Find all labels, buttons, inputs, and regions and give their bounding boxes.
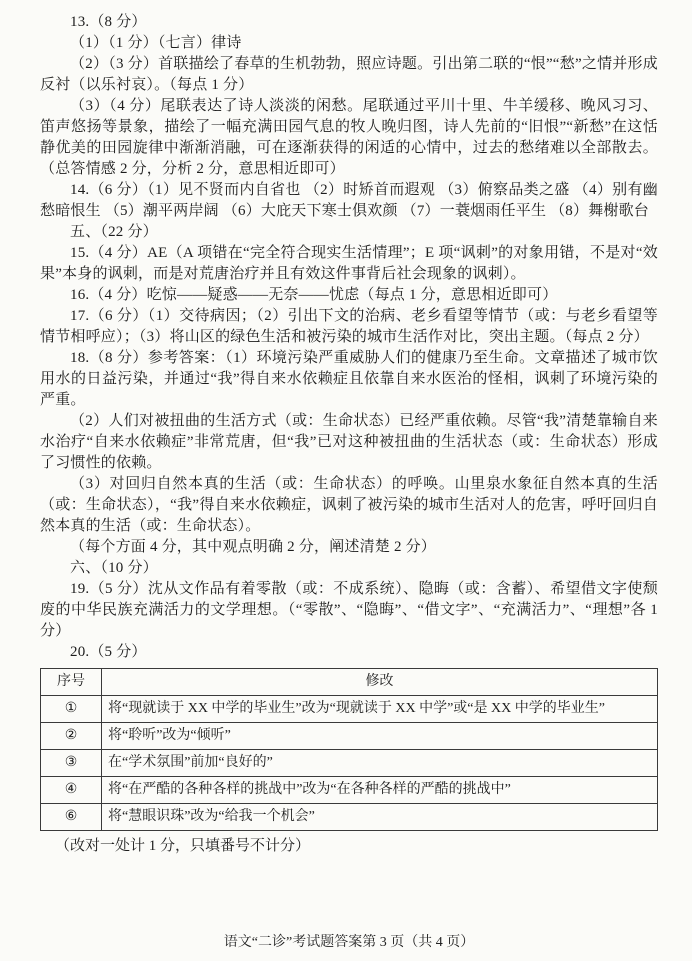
answer-18-part-3: （3）对回归自然本真的生活（或：生命状态）的呼唤。山里泉水象征自然本真的生活（或：生命状态），“我”得自来水依赖症，讽刺了被污染的城市生活对人的危害，呼吁回归自然本真的生活（或：生命状态）。: [40, 476, 658, 534]
answer-17: 17.（6 分）（1）交待病因；（2）引出下文的治病、老乡看望等情节（或：与老乡看望等情节相呼应）；（3）将山区的绿色生活和被污染的城市生活作对比，突出主题。（每点 2 分）: [40, 308, 658, 345]
row-correction: 将“现就读于 XX 中学的毕业生”改为“现就读于 XX 中学”或“是 XX 中学的毕业生”: [102, 696, 658, 723]
section-6-heading: 六、（10 分）: [70, 560, 158, 576]
table-header-row: [41, 669, 658, 696]
answer-16: 16.（4 分）吃惊——疑惑——无奈——忧虑（每点 1 分，意思相近即可）: [70, 287, 558, 303]
answer-13-heading: 13.（8 分）: [70, 14, 147, 30]
answer-18-part-1: 18.（8 分）参考答案：（1）环境污染严重威胁人们的健康乃至生命。文章描述了城市饮用水的日益污染，并通过“我”得自来水依赖症且依靠自来水医治的怪相，讽刺了环境污染的严重。: [40, 350, 658, 408]
row-number: ⑥: [41, 804, 102, 831]
table-row: [41, 723, 658, 750]
table-header-correction: 修改: [102, 669, 658, 696]
row-number: ①: [41, 696, 102, 723]
answer-13-part-1: （1）（1 分）（七言）律诗: [70, 35, 242, 51]
table-row: [41, 750, 658, 777]
answer-18-scoring-note: （每个方面 4 分，其中观点明确 2 分，阐述清楚 2 分）: [70, 539, 437, 555]
row-correction: 将“在严酷的各种各样的挑战中”改为“在各种各样的严酷的挑战中”: [102, 777, 658, 804]
row-correction: 将“聆听”改为“倾听”: [102, 723, 658, 750]
answer-15: 15.（4 分）AE（A 项错在“完全符合现实生活情理”；E 项“讽刺”的对象用错，不是对“效果”本身的讽刺，而是对荒唐治疗并且有效这件事背后社会现象的讽刺）。: [40, 245, 658, 282]
row-correction: 在“学术氛围”前加“良好的”: [102, 750, 658, 777]
page-footer: 语文“二诊”考试题答案第 3 页（共 4 页）: [223, 935, 475, 950]
table-row: [41, 696, 658, 723]
table-header-number: 序号: [41, 669, 102, 696]
answer-14: 14.（6 分）（1）见不贤而内自省也 （2）时矫首而遐观 （3）俯察品类之盛 （4）别有幽愁暗恨生 （5）潮平两岸阔 （6）大庇天下寒士俱欢颜 （7）一蓑烟雨任平生 （8）舞榭歌台: [40, 182, 658, 219]
section-5-heading: 五、（22 分）: [70, 224, 158, 240]
answer-19: 19.（5 分）沈从文作品有着零散（或：不成系统）、隐晦（或：含蓄）、希望借文字使颓废的中华民族充满活力的文学理想。（“零散”、“隐晦”、“借文字”、“充满活力”、“理想”各 1 分）: [40, 581, 658, 639]
corrections-table: [40, 668, 658, 831]
table-row: [41, 804, 658, 831]
answer-20-heading: 20.（5 分）: [70, 644, 147, 660]
row-number: ②: [41, 723, 102, 750]
answer-13-part-3: （3）（4 分）尾联表达了诗人淡淡的闲愁。尾联通过平川十里、牛羊缓移、晚风习习、笛声悠扬等景象，描绘了一幅充满田园气息的牧人晚归图，诗人先前的“旧恨”“新愁”在这恬静优美的田园旋律中渐渐消融，可在逐渐获得的闲适的心情中，过去的愁绪难以全部散去。（总答情感 2 分，分析 2 分，意思相近即可）: [40, 98, 658, 177]
row-correction: 将“慧眼识珠”改为“给我一个机会”: [102, 804, 658, 831]
answer-18-part-2: （2）人们对被扭曲的生活方式（或：生命状态）已经严重依赖。尽管“我”清楚靠输自来水治疗“自来水依赖症”非常荒唐，但“我”已对这种被扭曲的生活状态（或：生命状态）形成了习惯性的依赖。: [40, 413, 658, 471]
row-number: ④: [41, 777, 102, 804]
row-number: ③: [41, 750, 102, 777]
grading-note: （改对一处计 1 分，只填番号不计分）: [55, 838, 311, 854]
answer-13-part-2: （2）（3 分）首联描绘了春草的生机勃勃，照应诗题。引出第二联的“恨”“愁”之情并形成反衬（以乐衬哀）。（每点 1 分）: [40, 56, 658, 93]
table-row: [41, 777, 658, 804]
